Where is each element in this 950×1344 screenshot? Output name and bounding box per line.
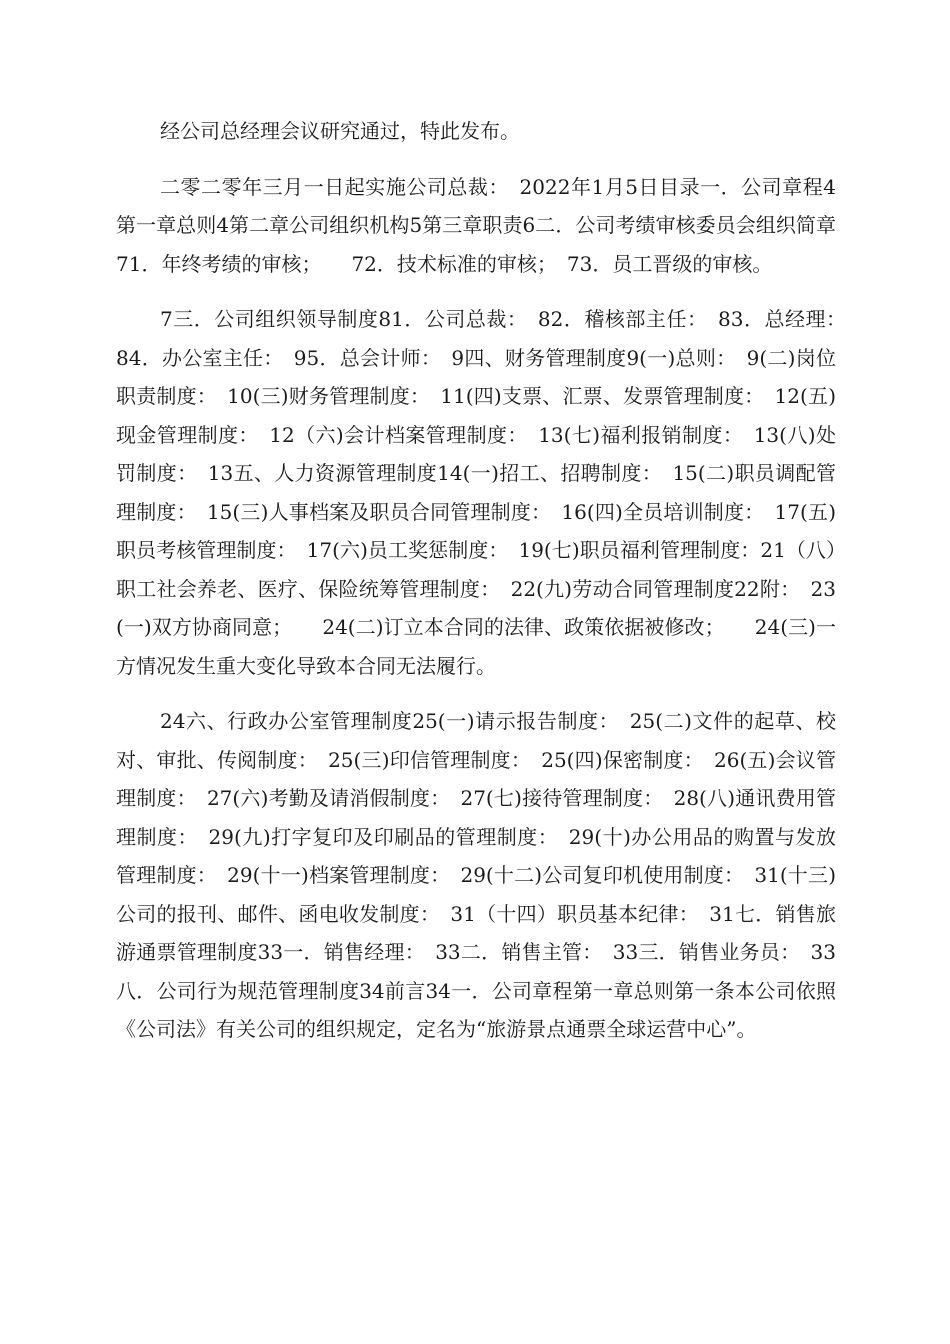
paragraph-toc-part-1: 二零二零年三月一日起实施公司总裁： 2022年1月5日目录一．公司章程4第一章总则4第二章公司组织机构5第三章职责6二．公司考绩审核委员会组织简章71．年终考绩的审核； 72．技术标准的审核； 73．员工晋级的审核。: [116, 174, 836, 276]
paragraph-toc-part-2: 7三．公司组织领导制度81．公司总裁： 82．稽核部主任： 83．总经理： 84．办公室主任： 95．总会计师： 9四、财务管理制度9(一)总则： 9(二)岗位职责制度： 10(三)财务管理制度： 11(四)支票、汇票、发票管理制度： 12(五)现金管理制度： 12（六)会计档案管理制度： 13(七)福利报销制度： 13(八)处罚制度： 13五、人力资源管理制度14(一)招工、招聘制度： 15(二)职员调配管理制度： 15(三)人事档案及职员合同管理制度： 16(四)全员培训制度： 17(五)职员考核管理制度： 17(六)员工奖惩制度： 19(七)职员福利管理制度：21（八）职工社会养老、医疗、保险统筹管理制度： 22(九)劳动合同管理制度22附： 23(一)双方协商同意； 24(二)订立本合同的法律、政策依据被修改； 24(三)一方情况发生重大变化导致本合同无法履行。: [116, 307, 856, 678]
paragraph-publish-notice: 经公司总经理会议研究通过，特此发布。: [160, 119, 520, 143]
paragraph-gap: [116, 685, 836, 702]
document-body: [116, 112, 856, 1049]
paragraph-gap: [116, 283, 836, 300]
paragraph-gap: [116, 151, 836, 168]
paragraph-toc-part-3: 24六、行政办公室管理制度25(一)请示报告制度： 25(二)文件的起草、校对、审批、传阅制度： 25(三)印信管理制度： 25(四)保密制度： 26(五)会议管理制度： 27(六)考勤及请消假制度： 27(七)接待管理制度： 28(八)通讯费用管理制度： 29(九)打字复印及印刷品的管理制度： 29(十)办公用品的购置与发放管理制度： 29(十一)档案管理制度： 29(十二)公司复印机使用制度： 31(十三)公司的报刊、邮件、函电收发制度： 31（十四）职员基本纪律： 31七．销售旅游通票管理制度33一．销售经理： 33二．销售主管： 33三．销售业务员： 33八．公司行为规范管理制度34前言34一．公司章程第一章总则第一条本公司依照《公司法》有关公司的组织规定，定名为“旅游景点通票全球运营中心”。: [116, 709, 836, 1041]
